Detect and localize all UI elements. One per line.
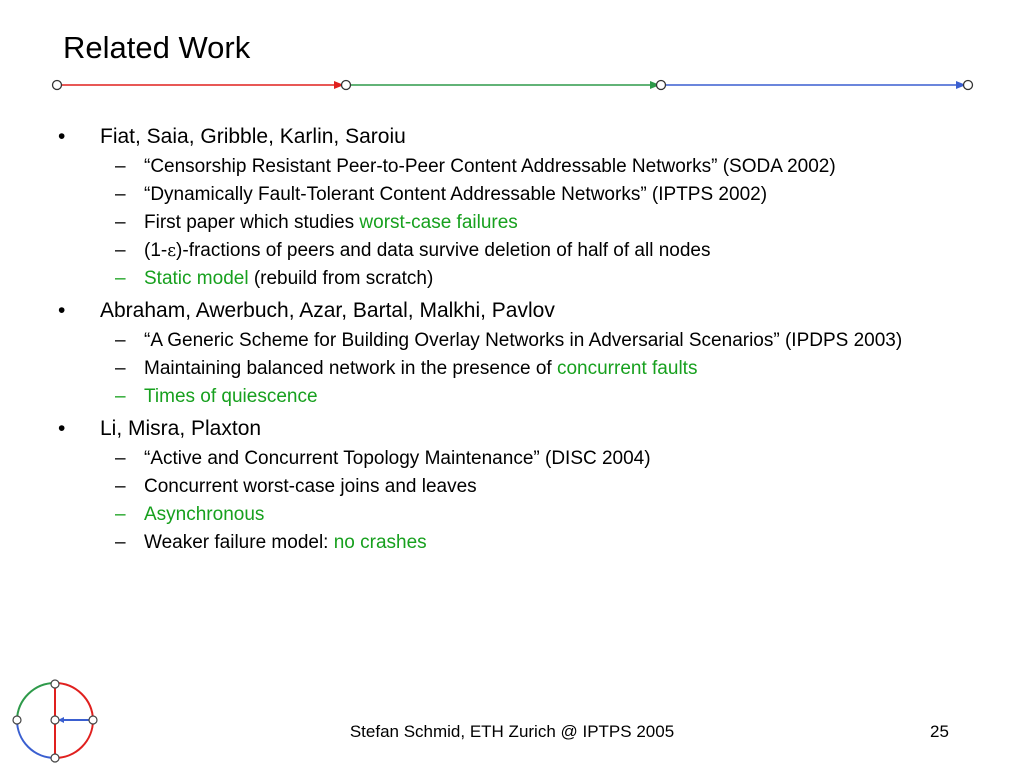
highlight-text: no crashes — [333, 532, 427, 553]
highlight-text: Static model — [144, 268, 249, 289]
highlight-text: Asynchronous — [144, 504, 265, 525]
sub-bullet: – Weaker failure model: no crashes — [115, 532, 427, 553]
highlight-text: Times of quiescence — [144, 386, 318, 407]
page-number: 25 — [930, 722, 949, 741]
bullet-list — [58, 122, 958, 555]
footer-text: Stefan Schmid, ETH Zurich @ IPTPS 2005 — [349, 722, 675, 741]
sub-bullet: – “Dynamically Fault-Tolerant Content Addressable Networks” (IPTPS 2002) — [115, 184, 768, 205]
sub-bullet: – Maintaining balanced network in the presence of concurrent faults — [115, 358, 698, 379]
bullet-authors-3: • Li, Misra, Plaxton — [58, 417, 262, 440]
highlight-text: concurrent faults — [556, 358, 698, 379]
sub-bullet: – “Censorship Resistant Peer-to-Peer Content Addressable Networks” (SODA 2002) — [115, 156, 836, 177]
sub-bullet: – “Active and Concurrent Topology Maintenance” (DISC 2004) — [115, 448, 651, 469]
highlight-text: worst-case failures — [359, 212, 518, 233]
slide-title: Related Work — [63, 30, 251, 65]
sub-bullet: – Static model (rebuild from scratch) — [115, 268, 434, 289]
title-underline-graph — [0, 72, 1024, 98]
sub-bullet: – (1-ε)-fractions of peers and data survive deletion of half of all nodes — [115, 240, 711, 261]
sub-bullet: – Asynchronous — [115, 504, 265, 525]
sub-bullet: – Times of quiescence — [115, 386, 318, 407]
sub-bullet: – “A Generic Scheme for Building Overlay Networks in Adversarial Scenarios” (IPDPS 2003) — [115, 330, 903, 351]
bullet-authors-1: • Fiat, Saia, Gribble, Karlin, Saroiu — [58, 125, 406, 148]
sub-bullet: – First paper which studies worst-case failures — [115, 212, 518, 233]
bullet-authors-2: • Abraham, Awerbuch, Azar, Bartal, Malkhi, Pavlov — [58, 299, 555, 322]
epsilon-symbol: ε — [167, 241, 177, 261]
sub-bullet: – Concurrent worst-case joins and leaves — [115, 476, 477, 497]
